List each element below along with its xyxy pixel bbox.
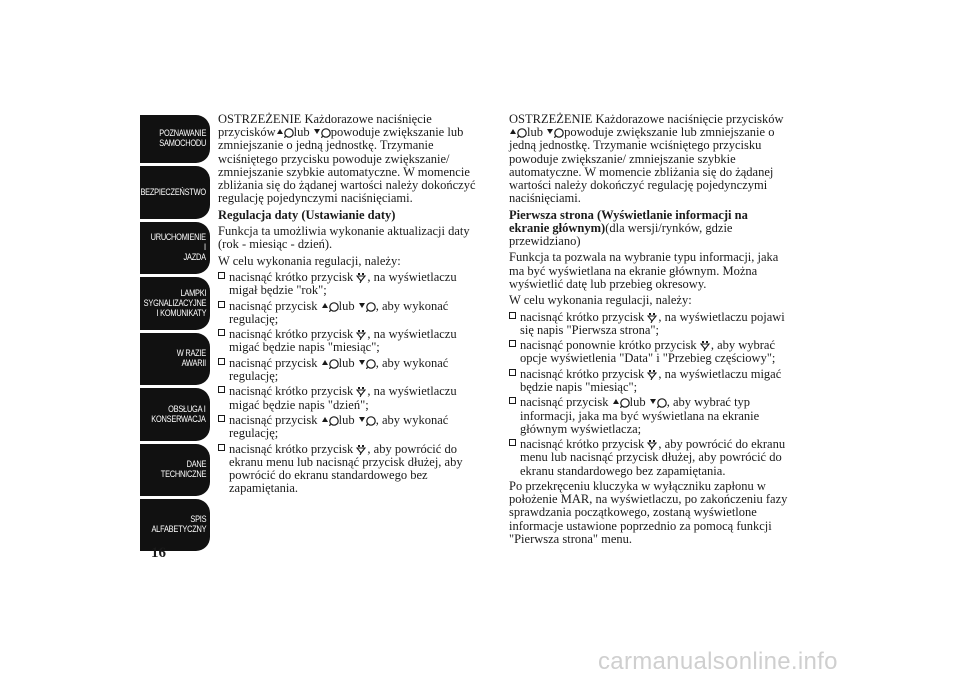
tab-w-razie-awarii[interactable] [140,333,210,385]
tab-label: POZNAWANIE SAMOCHODU [159,128,206,149]
step-text: , na wyświetlaczu pojawi się napis "Pierwsza strona"; [520,309,785,337]
section-heading: Pierwsza strona (Wyświetlanie informacji na ekranie głównym) [509,207,748,235]
step-text: nacisnąć ponownie krótko przycisk [520,338,697,353]
list-item [218,385,486,411]
section-heading-paragraph [509,209,789,249]
step-text: , na wyświetlaczu migać będzie napis "miesiąc"; [520,366,782,394]
step-text: , aby wykonać regulację; [229,298,449,326]
tab-bezpieczenstwo[interactable] [140,166,210,219]
menu-button-icon [356,385,367,397]
checkbox-bullet-icon [218,329,225,336]
page-number: 16 [151,545,166,561]
tab-obsluga-i-konserwacja[interactable] [140,388,210,441]
list-item [509,368,789,394]
step-text: nacisnąć przycisk [229,355,318,370]
warning-text: OSTRZEŻENIE Każdorazowe naciśnięcie przycisków [509,112,784,126]
menu-button-icon [647,311,658,323]
list-item [218,414,486,440]
step-text: nacisnąć krótko przycisk [520,366,645,381]
checkbox-bullet-icon [218,272,225,279]
step-text: nacisnąć przycisk [520,395,609,410]
step-text: nacisnąć krótko przycisk [229,327,354,342]
tab-lampki-sygnalizacyjne[interactable] [140,277,210,330]
step-text: , na wyświetlaczu migać będzie napis "dzień"; [229,384,457,412]
step-text: , na wyświetlaczu migać będzie napis "miesiąc"; [229,327,457,355]
menu-button-icon [647,368,658,380]
left-column [218,113,486,498]
down-button-icon [358,414,376,426]
step-text: , aby wykonać regulację; [229,412,449,441]
watermark: carmanualsonline.info [598,648,838,675]
tab-label: SPIS ALFABETYCZNY [151,514,206,535]
step-text: , aby wybrać opcje wyświetlenia "Data" i "Przebieg częściowy"; [520,338,776,366]
section-heading: Regulacja daty (Ustawianie daty) [218,207,396,222]
up-button-icon [321,357,339,369]
right-column [509,113,789,549]
tab-label: URUCHOMIENIE I JAZDA [150,232,206,263]
warning-text: OSTRZEŻENIE Każdorazowe naciśnięcie przycisków [218,112,432,140]
step-text: nacisnąć przycisk [229,298,318,313]
intro-text: Funkcja ta pozwala na wybranie typu informacji, jaka ma być wyświetlana na ekranie głównym. Można wyświetlić datę lub przebieg okresowy. [509,250,779,291]
down-button-icon [358,300,376,312]
step-text: nacisnąć krótko przycisk [229,384,354,399]
tab-label: W RAZIE AWARII [176,348,206,369]
step-text: , na wyświetlaczu migał będzie "rok"; [229,269,457,298]
down-button-icon [358,357,376,369]
step-text: , aby powrócić do ekranu menu lub nacisnąć przycisk dłużej, aby powrócić do ekranu standardowego bez zapamiętania. [229,441,463,496]
step-text: nacisnąć krótko przycisk [229,441,354,456]
or-text: lub [527,125,543,140]
step-text: nacisnąć krótko przycisk [520,309,645,324]
or-text: lub [629,395,646,410]
up-button-icon [276,126,294,138]
down-button-icon [313,126,331,138]
tab-label: LAMPKI SYGNALIZACYJNE I KOMUNIKATY [143,287,206,319]
checkbox-bullet-icon [218,358,225,365]
warning-paragraph [218,113,486,205]
section-heading-note: (dla wersji/rynków, gdzie przewidziano) [509,220,733,249]
closing-text: Po przekręceniu kluczyka w wyłączniku zapłonu w położenie MAR, na wyświetlaczu, po zakończeniu fazy sprawdzania początkowego, zostaną wyświetlone informacje ustawione poprzednio za pomocą funkcji "Pierwsza strona" menu. [509,478,788,546]
checkbox-bullet-icon [218,386,225,393]
down-button-icon [649,396,667,408]
list-item [509,396,789,436]
menu-button-icon [356,443,367,455]
tab-spis-alfabetyczny[interactable] [140,499,210,551]
menu-button-icon [356,328,367,340]
tab-uruchomienie-i-jazda[interactable] [140,222,210,274]
tab-dane-techniczne[interactable] [140,444,210,496]
intro-text: Funkcja ta umożliwia wykonanie aktualizacji daty (rok - miesiąc - dzień). [218,224,470,252]
step-text: , aby wykonać regulację; [229,355,449,383]
or-text: lub [293,125,310,140]
checkbox-bullet-icon [509,439,516,446]
checkbox-bullet-icon [218,301,225,308]
list-item [509,339,789,365]
tab-label: BEZPIECZEŃSTWO [140,186,206,198]
checkbox-bullet-icon [218,444,225,451]
checkbox-bullet-icon [509,312,516,319]
or-text: lub [338,412,355,427]
menu-button-icon [647,438,658,450]
or-text: lub [338,298,355,313]
down-button-icon [546,126,564,138]
checkbox-bullet-icon [509,340,516,347]
up-button-icon [612,396,630,408]
or-text: lub [338,355,355,370]
checkbox-bullet-icon [509,369,516,376]
step-text: nacisnąć krótko przycisk [229,269,354,284]
warning-text: powoduje zwiększanie lub zmniejszanie o jedną jednostkę. Trzymanie wciśniętego przycisku powoduje zwiększanie/ zmniejszanie szybkie automatyczne. W momencie zbliżania się do żądanej wartości należy dokończyć regulację pojedynczymi naciśnięciami. [218,125,476,206]
up-button-icon [321,300,339,312]
step-text: , aby wybrać typ informacji, jaka ma być wyświetlana na ekranie głównym wyświetlacza; [520,395,760,436]
step-text: , aby powrócić do ekranu menu lub nacisnąć przycisk dłużej, aby powrócić do ekranu standardowego bez zapamiętania. [520,437,786,478]
menu-button-icon [356,271,367,283]
list-item [218,357,486,383]
list-item [218,271,486,297]
list-item [509,438,789,478]
menu-button-icon [700,339,711,351]
tab-label: DANE TECHNICZNE [160,459,206,480]
list-item [218,443,486,496]
step-text: nacisnąć przycisk [229,412,318,427]
howto-text: W celu wykonania regulacji, należy: [218,253,401,268]
step-text: nacisnąć krótko przycisk [520,437,645,452]
up-button-icon [509,126,527,138]
list-item [509,311,789,337]
checkbox-bullet-icon [218,415,225,422]
howto-text: W celu wykonania regulacji, należy: [509,293,692,308]
warning-text: powoduje zwiększanie lub zmniejszanie o jedną jednostkę. Trzymanie wciśniętego przycisku powoduje zwiększanie/ zmniejszanie szybkie automatyczne. W momencie zbliżania się do żądanej wartości należy dokończyć regulację pojedynczymi naciśnięciami. [509,125,775,206]
warning-paragraph [509,113,789,205]
up-button-icon [321,414,339,426]
tab-label: OBSŁUGA I KONSERWACJA [151,403,206,425]
list-item [218,328,486,354]
tab-poznawanie-samochodu[interactable] [140,115,210,163]
checkbox-bullet-icon [509,397,516,404]
list-item [218,300,486,326]
